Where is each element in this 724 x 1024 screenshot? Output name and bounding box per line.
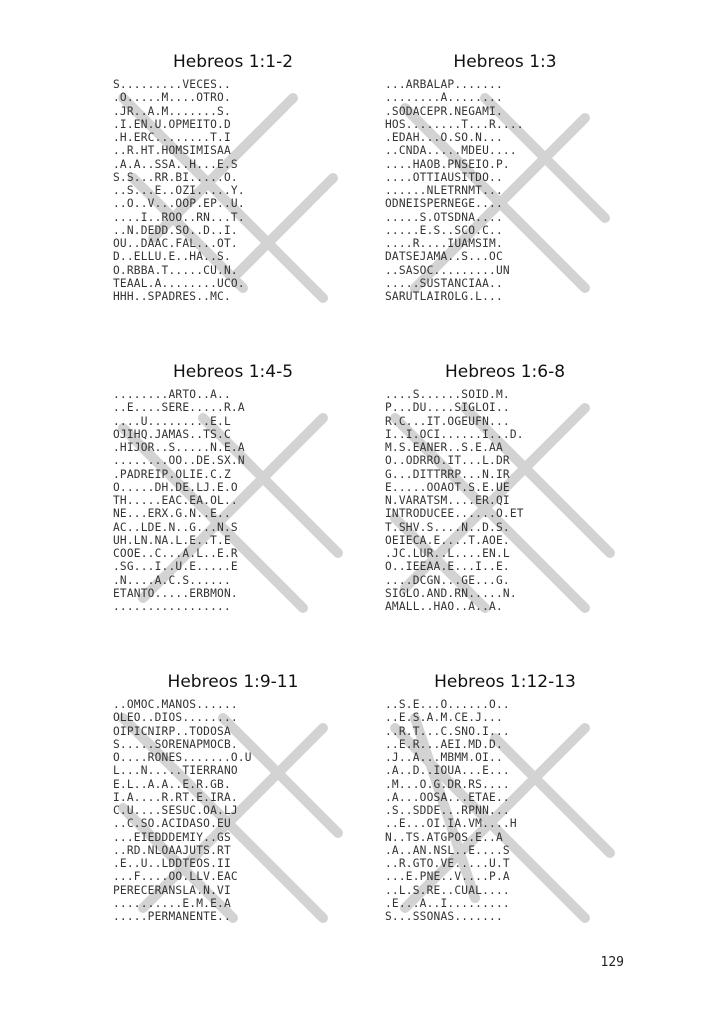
grid-row: AMALL..HAO..A..A. (385, 600, 503, 613)
grid-row: ...F....OO.LLV.EAC (113, 870, 238, 884)
grid-row: TH.....EAC.EA.OL.. (113, 494, 238, 507)
grid-text (385, 388, 524, 613)
grid-row: .JC.LUR..L....EN.L (385, 547, 510, 560)
grid-row: .JR..A.M.......S. (113, 104, 231, 118)
grid-row: N.VARATSM....ER.QI (385, 494, 510, 507)
grid-text (113, 78, 245, 303)
grid-row: TEAAL.A........UCO. (113, 276, 245, 290)
grid-row: ODNEISPERNEGE.... (385, 197, 503, 211)
letter-grid (113, 698, 353, 923)
grid-row: .I.EN.U.OPMEITO.D (113, 117, 231, 131)
grid-row: G...DITTRRP...N.IR (385, 467, 510, 481)
puzzle-title: Hebreos 1:12-13 (434, 672, 576, 692)
grid-row: ....R....IUAMSIM. (385, 237, 503, 250)
grid-row: .EDAH...O.SO.N... (385, 131, 503, 144)
grid-row: OIPICNIRP..TODOSA (113, 724, 231, 738)
grid-text (385, 78, 524, 303)
grid-row: ..C.SO.ACIDASO.EU (113, 817, 231, 831)
grid-row: O..IEEAA.E...I..E. (385, 560, 510, 574)
grid-row: .....SUSTANCIAA.. (385, 276, 503, 290)
puzzle-6 (385, 672, 625, 923)
grid-row: OJIHQ.JAMAS..TS.C (113, 427, 231, 441)
grid-row: ...EIEDDDEMIY..GS (113, 830, 231, 844)
grid-row: ....S......SOID.M. (385, 388, 510, 401)
puzzle-5 (113, 672, 353, 923)
grid-row: HHH..SPADRES..MC. (113, 290, 231, 303)
grid-row: DATSEJAMA..S...OC (385, 250, 503, 264)
puzzle-3 (113, 362, 353, 613)
grid-row: L...N.....TIERRANO (113, 764, 238, 778)
grid-row: ..E.R...AEI.MD.D. (385, 737, 503, 751)
grid-row: ...E.PNE..V....P.A (385, 870, 510, 884)
letter-grid (385, 698, 625, 923)
grid-row: AC..LDE.N..G...N.S (113, 520, 238, 534)
grid-row: ..S...E..OZI.....Y. (113, 184, 245, 197)
grid-row: ..N.DEDD.SO..D..I. (113, 223, 238, 237)
grid-row: .N....A.C.S...... (113, 573, 231, 587)
puzzle-4 (385, 362, 625, 613)
grid-row: UH.LN.NA.L.E..T.E (113, 533, 231, 547)
grid-row: P...DU....SIGLOI.. (385, 401, 510, 415)
grid-row: .....E.S..SCO.C.. (385, 223, 503, 237)
grid-row: .S..SDDE...RPNN... (385, 804, 510, 817)
grid-row: .A..D..IOUA...E... (385, 764, 510, 778)
grid-row: ....I..ROO..RN...T. (113, 210, 245, 224)
grid-row: ........A........ (385, 91, 503, 105)
grid-row: E.....OOAOT.S.E.UE (385, 480, 510, 494)
grid-row: ................. (113, 600, 231, 613)
grid-row: ..........E.M.E.A (113, 896, 231, 910)
grid-row: O..ODRRO.IT...L.DR (385, 454, 510, 468)
puzzle-2 (385, 52, 625, 303)
grid-row: .E..U..LDDTEOS.II (113, 857, 231, 870)
grid-row: M.S.EANER..S.E.AA (385, 441, 503, 454)
grid-row: ........ARTO..A.. (113, 388, 231, 401)
grid-row: S.S...RR.BI.....O. (113, 170, 238, 184)
grid-row: ETANTO.....ERBMON. (113, 586, 238, 600)
grid-row: OEIECA.E....T.AOE. (385, 533, 510, 547)
grid-row: .PADREIP.OLIE.C.Z (113, 467, 231, 481)
grid-row: OU..DAAC.FAL...OT. (113, 237, 238, 250)
grid-row: SARUTLAIROLG.L... (385, 290, 503, 303)
letter-grid (113, 388, 353, 613)
puzzle-title: Hebreos 1:6-8 (444, 362, 566, 382)
grid-row: ..S.E...O......O.. (385, 698, 510, 711)
grid-row: ..E...OI.IA.VM....H (385, 817, 517, 831)
grid-row: ..R.GTO.VE.....U.T (385, 857, 510, 870)
grid-row: O....RONES.......O.U (113, 751, 252, 764)
letter-grid (113, 78, 353, 303)
grid-row: INTRODUCEE......O.ET (385, 507, 524, 521)
grid-row: ....U.........E.L (113, 414, 231, 428)
grid-row: ..CNDA.....MDEU.... (385, 144, 517, 158)
grid-row: .....PERMANENTE.. (113, 910, 231, 923)
grid-row: ..O..V...OOP.EP..U. (113, 197, 245, 211)
grid-row: R.C...IT.OGEUFN... (385, 414, 510, 428)
grid-row: ..OMOC.MANOS...... (113, 698, 238, 711)
grid-row: I.A....R.RT.E.IRA. (113, 790, 238, 804)
grid-text (385, 698, 517, 923)
grid-row: ..RD.NLOAAJUTS.RT (113, 843, 231, 857)
grid-row: ..L.S.RE..CUAL.... (385, 883, 510, 897)
grid-row: .E...A..I......... (385, 896, 510, 910)
puzzle-title: Hebreos 1:3 (453, 52, 557, 72)
grid-row: D..ELLU.E..HA..S. (113, 250, 231, 264)
grid-row: .H.ERC........T.I (113, 131, 231, 144)
grid-row: OLEO..DIOS........ (113, 711, 238, 725)
grid-row: .A..AN.NSL..E....S (385, 843, 510, 857)
grid-row: T.SHV.S....N..D.S. (385, 520, 510, 534)
grid-row: C.U....SESUC.OA.LJ (113, 804, 238, 817)
grid-row: .O.....M....OTRO. (113, 91, 231, 105)
grid-row: ....DCGN...GE...G. (385, 573, 510, 587)
grid-row: ..R.T...C.SNO.I... (385, 724, 510, 738)
grid-row: ......NLETRNMT... (385, 184, 503, 197)
letter-grid (385, 388, 625, 613)
grid-row: .SG...I..U.E.....E (113, 560, 238, 574)
grid-row: O.....DH.DE.LJ.E.O (113, 480, 238, 494)
letter-grid (385, 78, 625, 303)
grid-row: NE...ERX.G.N..E.. (113, 507, 231, 521)
grid-row: .A.A..SSA..H...E.S (113, 157, 238, 171)
grid-row: COOE..C...A.L..E.R (113, 547, 238, 560)
puzzle-1 (113, 52, 353, 303)
grid-text (113, 388, 245, 613)
grid-row: ...ARBALAP....... (385, 78, 503, 91)
grid-row: .SODACEPR.NEGAMI. (385, 104, 503, 118)
grid-row: .HIJOR..S.....N.E.A (113, 441, 245, 454)
grid-row: N..TS.ATGPOS.E..A (385, 830, 503, 844)
grid-row: ..E.S.A.M.CE.J... (385, 711, 503, 725)
grid-row: I..I.OCI......I...D. (385, 427, 524, 441)
puzzle-title: Hebreos 1:4-5 (172, 362, 294, 382)
grid-row: S...SSONAS....... (385, 910, 503, 923)
grid-row: ..R.HT.HOMSIMISAA (113, 144, 231, 158)
puzzle-title: Hebreos 1:1-2 (172, 52, 294, 72)
grid-row: ........OO..DE.SX.N (113, 454, 245, 468)
grid-row: S.....SORENAPMOCB. (113, 737, 238, 751)
grid-row: .....S.OTSDNA.... (385, 210, 503, 224)
grid-row: PERECERANSLA.N.VI (113, 883, 231, 897)
grid-row: E.L..A.A..E.R.GB. (113, 777, 231, 791)
grid-row: .A...OOSA...ETAE.. (385, 790, 510, 804)
grid-row: ....HAOB.PNSEIO.P. (385, 157, 510, 171)
grid-text (113, 698, 252, 923)
page-number: 129 (600, 955, 624, 970)
grid-row: S.........VECES.. (113, 78, 231, 91)
grid-row: SIGLO.AND.RN.....N. (385, 586, 517, 600)
grid-row: .M...O.G.DR.RS.... (385, 777, 510, 791)
grid-row: .J..A...MBMM.OI.. (385, 751, 503, 764)
grid-row: ..SASOC.........UN (385, 263, 510, 277)
grid-row: ....OTTIAUSITDO.. (385, 170, 503, 184)
grid-row: ..E....SERE.....R.A (113, 401, 245, 415)
puzzle-title: Hebreos 1:9-11 (167, 672, 299, 692)
grid-row: HOS........T...R.... (385, 117, 524, 131)
grid-row: O.RBBA.T.....CU.N. (113, 263, 238, 277)
